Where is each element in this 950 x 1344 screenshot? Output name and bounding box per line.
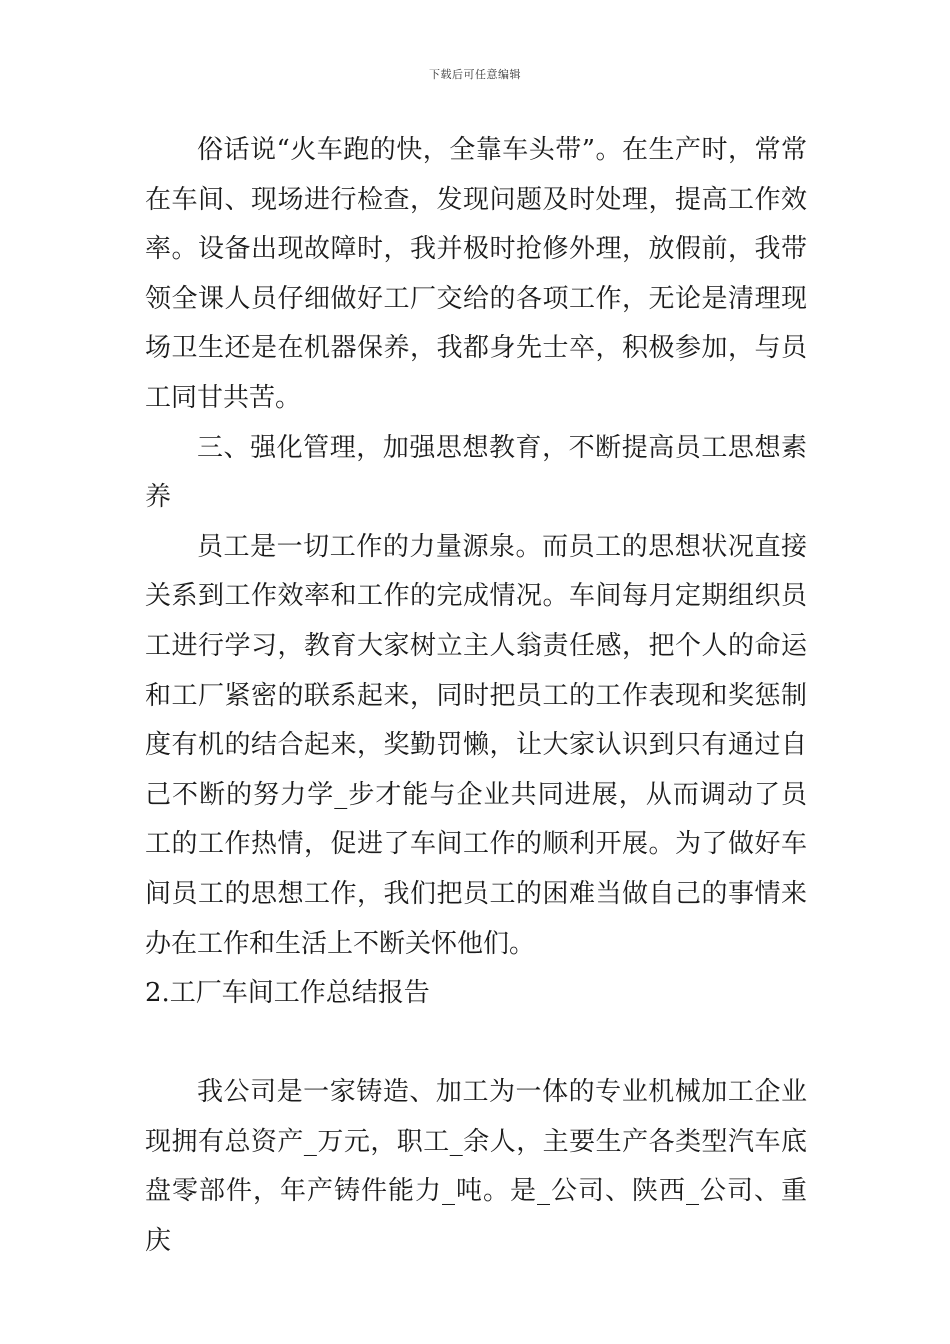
page-header-note: 下载后可任意编辑	[429, 68, 521, 81]
paragraph-leadership: 俗话说“火车跑的快，全靠车头带”。在生产时，常常在车间、现场进行检查，发现问题及时处理，提高工作效率。设备出现故障时，我并极时抢修外理，放假前，我带领全课人员仔细做好工厂交给的各项工作，无论是清理现场卫生还是在机器保养，我都身先士卒，积极参加，与员工同甘共苦。	[145, 135, 807, 413]
report-title: 2.工厂车间工作总结报告	[145, 978, 430, 1009]
section-heading-management: 三、强化管理，加强思想教育，不断提高员工思想素养	[145, 432, 807, 513]
paragraph-staff-education: 员工是一切工作的力量源泉。而员工的思想状况直接关系到工作效率和工作的完成情况。车间每月定期组织员工进行学习，教育大家树立主人翁责任感，把个人的命运和工厂紧密的联系起来，同时把员工的工作表现和奖惩制度有机的结合起来，奖勤罚懒，让大家认识到只有通过自己不断的努力学_步才能与企业共同进展，从而调动了员工的工作热情，促进了车间工作的顺利开展。为了做好车间员工的思想工作，我们把员工的困难当做自己的事情来办在工作和生活上不断关怀他们。	[145, 531, 807, 959]
document-body	[145, 126, 807, 1267]
paragraph-company-intro: 我公司是一家铸造、加工为一体的专业机械加工企业现拥有总资产_万元，职工_余人，主要生产各类型汽车底盘零部件，年产铸件能力_吨。是_公司、陕西_公司、重庆	[145, 1077, 807, 1257]
